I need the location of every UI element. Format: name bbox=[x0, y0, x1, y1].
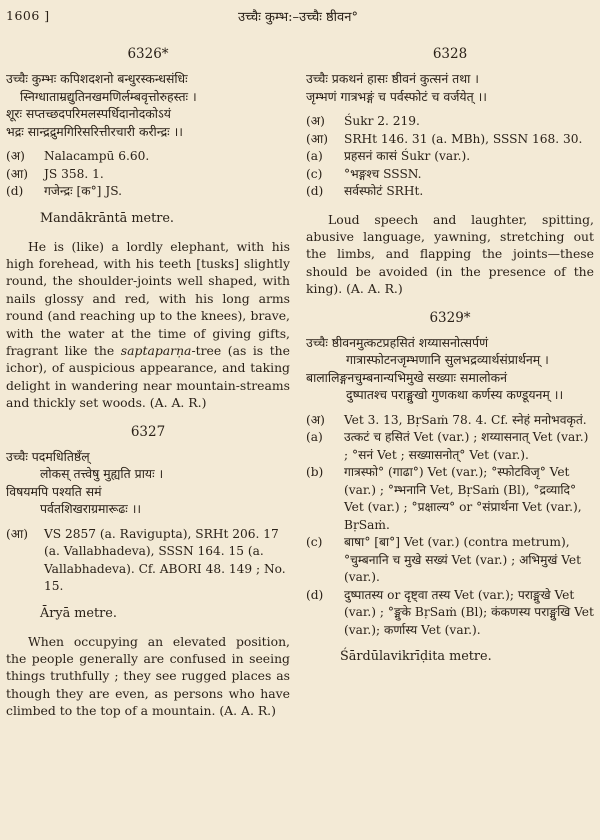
metre-note: Śārdūlavikrīḍita metre. bbox=[340, 649, 492, 665]
translation: When occupying an elevated position, the people generally are confused in seeing things truthfully ; they see rugged places as though they are even, as persons who have climbed to the top of a mountain. (A. A. R.) bbox=[6, 633, 290, 719]
translation-part: -tree (as is the ichor), of auspicious appearance, and taking delight in wandering near mountain-streams and thickly set woods. (A. A. R.) bbox=[6, 342, 290, 411]
reference-item bbox=[6, 526, 290, 596]
reference-item bbox=[306, 166, 594, 184]
references bbox=[306, 412, 594, 640]
page-header bbox=[6, 6, 590, 28]
entry-number: 6329* bbox=[429, 309, 471, 326]
verse-line: उच्चैः कुम्भः कपिशदशनो बन्धुरस्कन्धसंधिः bbox=[6, 71, 188, 86]
reference-item bbox=[306, 464, 594, 534]
references bbox=[6, 148, 290, 201]
translation-term: saptaparṇa bbox=[120, 342, 192, 358]
sanskrit-verse bbox=[306, 334, 594, 404]
verse-line: गात्रास्फोटनजृम्भणानि सुलभद्रव्यार्थसंप्रार्थनम् । bbox=[346, 352, 549, 368]
verse-line: उच्चैः प्रकथनं हासः ष्ठीवनं कुत्सनं तथा । bbox=[306, 71, 479, 86]
reference-key: (अ) bbox=[306, 114, 325, 128]
reference-key: (c) bbox=[306, 166, 323, 181]
reference-key: (d) bbox=[306, 587, 324, 602]
verse-line: उच्चैः ष्ठीवनमुत्कटप्रहसितं शय्यासनोत्सर्पणं bbox=[306, 334, 489, 350]
reference-key: (आ) bbox=[6, 526, 28, 541]
references bbox=[6, 526, 290, 596]
reference-text: गजेन्द्रः [क°] JS. bbox=[44, 184, 122, 198]
reference-key: (a) bbox=[306, 430, 323, 445]
entry-6328 bbox=[306, 46, 594, 298]
reference-text: Vet 3. 13, BṛSaṁ 78. 4. Cf. स्नेहं मनोभवकृतं. bbox=[344, 412, 587, 427]
verse-line: विषयमपि पश्यति समं bbox=[6, 483, 102, 499]
reference-text: सर्वस्फोटं SRHt. bbox=[344, 184, 424, 198]
reference-text: उत्कटं च हसितं Vet (var.) ; शय्यासनात् Vet (var.) ; °सनं Vet ; सख्यासनोत्° Vet (var.). bbox=[344, 430, 589, 462]
entry-number: 6327 bbox=[130, 423, 166, 440]
reference-text: प्रहसनं कासं Śukr (var.). bbox=[344, 149, 471, 163]
verse-line: उच्चैः पदमधितिष्ठँल् bbox=[6, 448, 90, 464]
verse-line: स्निग्धाताम्रद्युतिनखमणिर्लम्बवृत्तोरुहस्तः । bbox=[20, 88, 197, 104]
reference-item bbox=[306, 534, 594, 587]
entry-number: 6328 bbox=[432, 46, 468, 62]
reference-text: VS 2857 (a. Ravigupta), SRHt 206. 17 (a. Vallabhadeva), SSSN 164. 15 (a. Vallabhadeva). Cf. ABORI 48. 149 ; No. 15. bbox=[44, 526, 286, 594]
translation-part: He is (like) a lordly elephant, with his high forehead, with his teeth [tusks] slightly round, the shoulder-joints well shaped, with nails glossy and red, with his long arms round (and reaching up to the knees), brave, with the water at the time of giving gifts, fragrant like the bbox=[6, 238, 290, 358]
reference-item bbox=[306, 183, 594, 201]
reference-key: (अ) bbox=[306, 412, 325, 427]
reference-key: (d) bbox=[306, 184, 324, 198]
reference-item bbox=[6, 166, 290, 184]
sanskrit-verse bbox=[306, 70, 594, 105]
reference-key: (d) bbox=[6, 184, 24, 198]
reference-text: Śukr 2. 219. bbox=[344, 114, 420, 128]
verse-line: पर्वतशिखराग्रमारूढः ।। bbox=[40, 501, 142, 517]
left-column bbox=[6, 30, 290, 720]
verse-line: शूरः सप्तच्छदपरिमलस्पर्धिदानोदकोऽयं bbox=[6, 106, 171, 121]
reference-item bbox=[306, 429, 594, 464]
translation bbox=[6, 238, 290, 412]
reference-text: SRHt 146. 31 (a. MBh), SSSN 168. 30. bbox=[344, 131, 583, 146]
reference-text: Nalacampū 6.60. bbox=[44, 149, 150, 163]
reference-key: (b) bbox=[306, 465, 324, 480]
reference-item bbox=[306, 131, 594, 149]
reference-key: (आ) bbox=[6, 166, 28, 181]
reference-item bbox=[306, 587, 594, 640]
metre-note: Āryā metre. bbox=[40, 605, 117, 621]
verse-line: भद्रः सान्द्रद्रुमगिरिसरित्तीरचारी करीन्द्रः ।। bbox=[6, 123, 183, 139]
entry-6327 bbox=[6, 424, 290, 720]
reference-key: (c) bbox=[306, 535, 323, 550]
reference-text: गात्रस्फो° (गाढा°) Vet (var.); °स्फोटविजृ° Vet (var.) ; °म्भनानि Vet, BṛSaṁ (Bl), °द्रव्यादि° Vet (var.) ; °प्रक्षाल्य° or °संप्रार्थना Vet (var.), BṛSaṁ. bbox=[344, 465, 582, 532]
reference-text: बाषा° [बा°] Vet (var.) (contra metrum), °चुम्बनानि च मुखे सख्यं Vet (var.) ; अभिमुखं Vet (var.). bbox=[344, 535, 582, 585]
verse-line: दुष्पातश्च पराङ्मुखो गुणकथा कर्णस्य कण्डूयनम् ।। bbox=[346, 387, 564, 403]
reference-key: (आ) bbox=[306, 131, 328, 146]
reference-item bbox=[6, 148, 290, 166]
metre-note: Mandākrāntā metre. bbox=[40, 210, 174, 226]
reference-key: (a) bbox=[306, 149, 323, 163]
entry-6329 bbox=[306, 310, 594, 665]
right-column bbox=[306, 30, 594, 664]
reference-text: °भङ्गश्च SSSN. bbox=[344, 166, 422, 181]
entry-6326 bbox=[6, 46, 290, 412]
reference-item bbox=[306, 412, 594, 430]
reference-item bbox=[306, 113, 594, 131]
sanskrit-verse bbox=[6, 70, 290, 140]
sanskrit-verse bbox=[6, 448, 290, 518]
verse-line: लोकस् तत्त्वेषु मुह्यति प्रायः । bbox=[40, 466, 164, 482]
verse-line: जृम्भणं गात्रभङ्गं च पर्वस्फोटं च वर्जयेत् ।। bbox=[306, 88, 488, 104]
reference-text: JS 358. 1. bbox=[44, 166, 104, 181]
entry-number: 6326* bbox=[127, 46, 169, 62]
references bbox=[306, 113, 594, 201]
reference-key: (अ) bbox=[6, 149, 25, 163]
reference-item bbox=[6, 183, 290, 201]
translation: Loud speech and laughter, spitting, abusive language, yawning, stretching out the limbs, and flapping the joints—these should be avoided (in the presence of the king). (A. A. R.) bbox=[306, 211, 594, 297]
verse-line: बालालिङ्गनचुम्बनान्यभिमुखे सख्याः समालोकनं bbox=[306, 369, 507, 385]
page-number: 1606 ] bbox=[6, 8, 50, 23]
reference-text: दुष्पातस्य or दृष्ट्वा तस्य Vet (var.); पराङ्मुखे Vet (var.) ; °ङ्मुके BṛSaṁ (Bl); कंकणस्य पराङ्मुखि Vet (var.); कर्णास्य Vet (var.). bbox=[344, 587, 594, 637]
reference-item bbox=[306, 148, 594, 166]
running-title: उच्चैः कुम्भ:–उच्चैः ष्ठीवन° bbox=[238, 10, 358, 25]
